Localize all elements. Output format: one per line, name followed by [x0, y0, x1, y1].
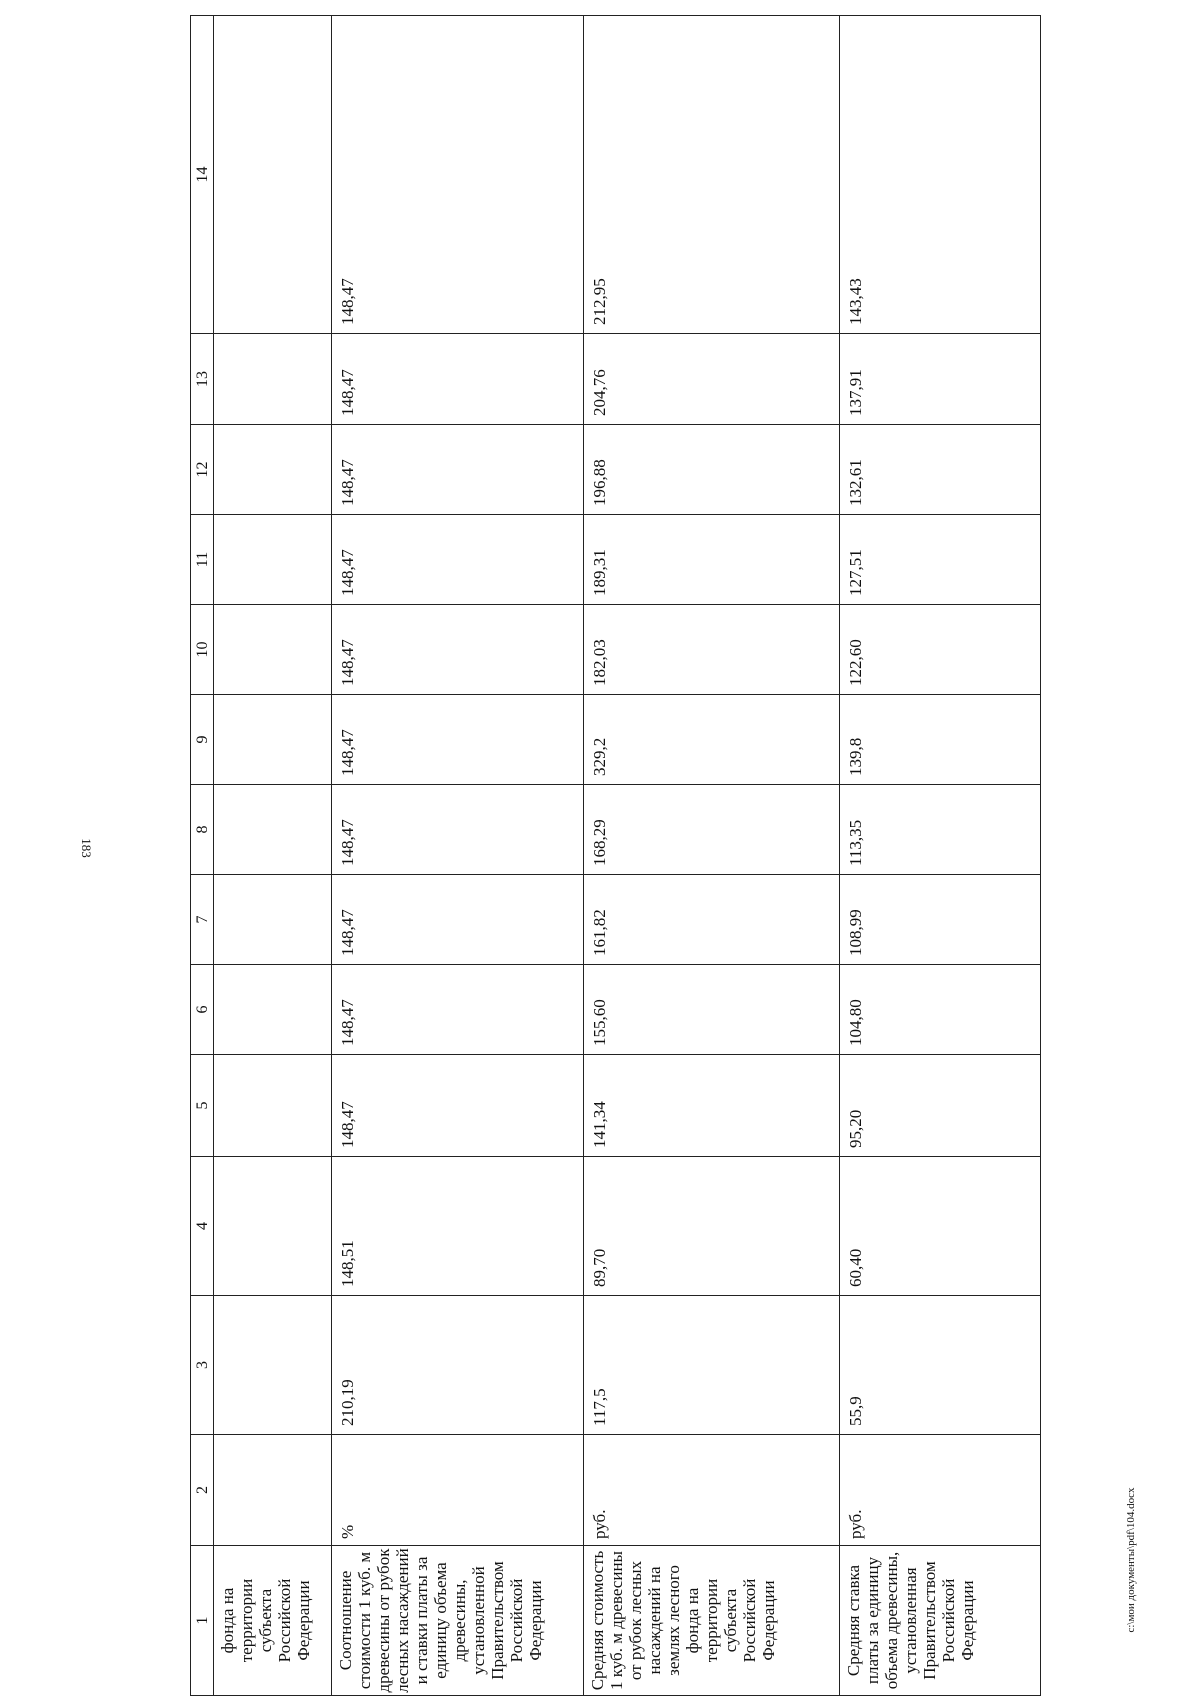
- table-cell: [214, 875, 332, 965]
- column-number: 2: [191, 1435, 214, 1546]
- table-header-row: [191, 16, 214, 1696]
- table-cell: 148,47: [332, 425, 584, 515]
- table-cell: 89,70: [584, 1157, 840, 1296]
- table-cell: [214, 965, 332, 1055]
- table-cell: 117,5: [584, 1296, 840, 1435]
- row-unit: руб.: [584, 1435, 840, 1546]
- table-cell: 148,47: [332, 605, 584, 695]
- column-number: 5: [191, 1055, 214, 1157]
- table-cell: [214, 515, 332, 605]
- table-cell: 148,47: [332, 785, 584, 875]
- table-cell: [214, 16, 332, 334]
- table-row: [840, 16, 1041, 1696]
- table-cell: [214, 334, 332, 425]
- table-cell: 55,9: [840, 1296, 1041, 1435]
- table-cell: 148,47: [332, 16, 584, 334]
- column-number: 11: [191, 515, 214, 605]
- table-cell: 132,61: [840, 425, 1041, 515]
- table-cell: [214, 785, 332, 875]
- table-cell: [214, 695, 332, 785]
- table-cell: 141,34: [584, 1055, 840, 1157]
- table-cell: 148,47: [332, 334, 584, 425]
- table-row: [584, 16, 840, 1696]
- table-cell: 148,47: [332, 875, 584, 965]
- table-cell: 148,47: [332, 965, 584, 1055]
- table-cell: [214, 1296, 332, 1435]
- table-cell: 168,29: [584, 785, 840, 875]
- row-unit: руб.: [840, 1435, 1041, 1546]
- table-cell: 189,31: [584, 515, 840, 605]
- table-cell: 212,95: [584, 16, 840, 334]
- column-number: 9: [191, 695, 214, 785]
- column-number: 8: [191, 785, 214, 875]
- table-container: [190, 16, 1040, 1696]
- column-number: 13: [191, 334, 214, 425]
- table-row: [214, 16, 332, 1696]
- column-number: 14: [191, 16, 214, 334]
- column-number: 10: [191, 605, 214, 695]
- column-number: 7: [191, 875, 214, 965]
- table-cell: 196,88: [584, 425, 840, 515]
- table-cell: 95,20: [840, 1055, 1041, 1157]
- row-unit: %: [332, 1435, 584, 1546]
- table-cell: 137,91: [840, 334, 1041, 425]
- table-cell: 139,8: [840, 695, 1041, 785]
- table-cell: 148,51: [332, 1157, 584, 1296]
- column-number: 3: [191, 1296, 214, 1435]
- table-cell: 148,47: [332, 695, 584, 785]
- table-cell: 182,03: [584, 605, 840, 695]
- data-table: [190, 15, 1041, 1696]
- table-cell: 155,60: [584, 965, 840, 1055]
- page-number: 183: [79, 838, 94, 858]
- column-number: 1: [191, 1546, 214, 1696]
- column-number: 6: [191, 965, 214, 1055]
- table-cell: 122,60: [840, 605, 1041, 695]
- table-cell: 161,82: [584, 875, 840, 965]
- row-label: Средняя ставка платы за единицу объема древесины, установленная Правительством Российской Федерации: [840, 1546, 1041, 1696]
- table-cell: 210,19: [332, 1296, 584, 1435]
- table-cell: 148,47: [332, 515, 584, 605]
- table-cell: [214, 605, 332, 695]
- table-cell: [214, 1157, 332, 1296]
- table-cell: [214, 1055, 332, 1157]
- table-cell: 143,43: [840, 16, 1041, 334]
- table-cell: 127,51: [840, 515, 1041, 605]
- table-cell: 148,47: [332, 1055, 584, 1157]
- table-cell: 108,99: [840, 875, 1041, 965]
- table-cell: 329,2: [584, 695, 840, 785]
- table-cell: 104,80: [840, 965, 1041, 1055]
- column-number: 12: [191, 425, 214, 515]
- file-path-footer: c:\мои документы\pdf\104.docx: [1125, 1487, 1137, 1633]
- row-label: Соотношение стоимости 1 куб. м древесины от рубок лесных насаждений и ставки платы за единицу объема древесины, установленной Правительством Российской Федерации: [332, 1546, 584, 1696]
- table-cell: 113,35: [840, 785, 1041, 875]
- table-cell: 204,76: [584, 334, 840, 425]
- table-row: [332, 16, 584, 1696]
- row-label: Средняя стоимость 1 куб. м древесины от рубок лесных насаждений на землях лесного фонда на территории субъекта Российской Федерации: [584, 1546, 840, 1696]
- table-cell: 60,40: [840, 1157, 1041, 1296]
- column-number: 4: [191, 1157, 214, 1296]
- row-label: фонда на территории субъекта Российской Федерации: [214, 1546, 332, 1696]
- row-unit: [214, 1435, 332, 1546]
- table-cell: [214, 425, 332, 515]
